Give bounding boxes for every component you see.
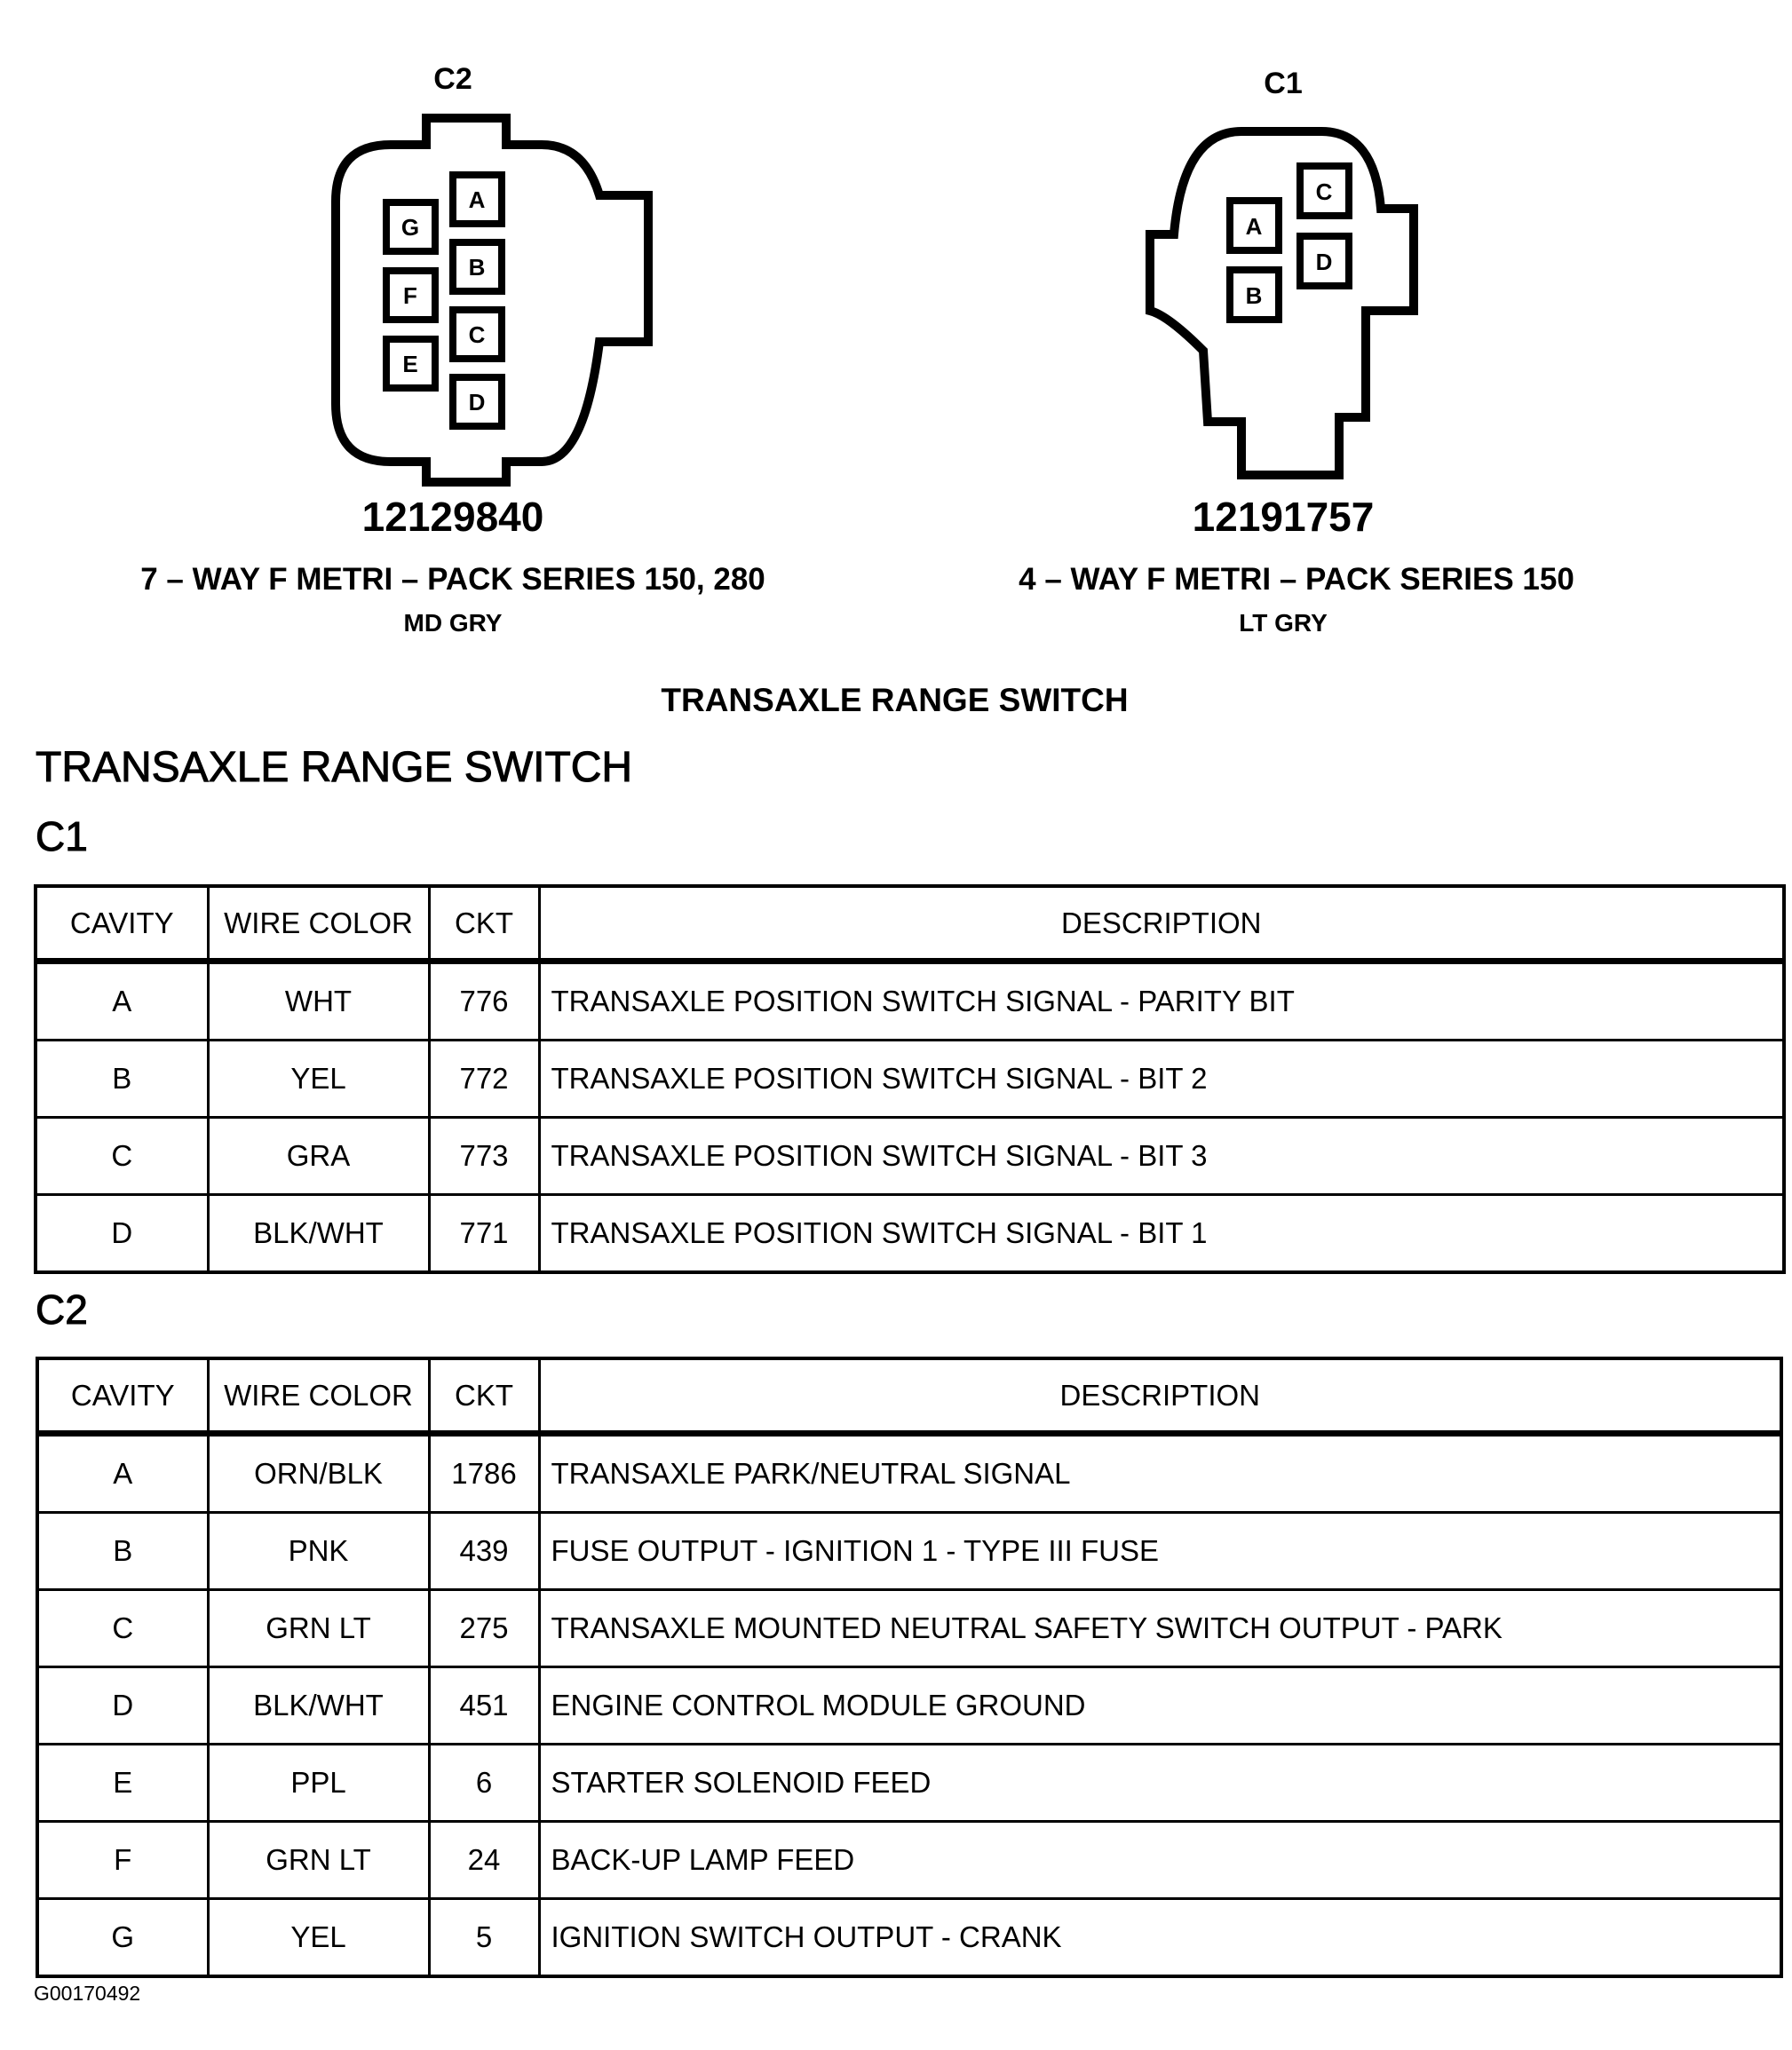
wire-color-cell: ORN/BLK xyxy=(208,1434,429,1513)
c2-cavity-e-label: E xyxy=(402,351,418,377)
table-row xyxy=(37,1513,1781,1590)
description-cell: TRANSAXLE MOUNTED NEUTRAL SAFETY SWITCH OUTPUT - PARK xyxy=(539,1590,1781,1667)
table-row xyxy=(37,1899,1781,1977)
ckt-cell: 24 xyxy=(429,1822,539,1899)
c2-cavity-d-label: D xyxy=(468,389,486,416)
table-row xyxy=(37,1745,1781,1822)
c2-connector-face-icon xyxy=(320,111,657,488)
cavity-cell: B xyxy=(37,1513,208,1590)
c2-connector-label: C2 xyxy=(433,62,472,96)
wire-color-cell: BLK/WHT xyxy=(208,1195,429,1273)
description-cell: TRANSAXLE POSITION SWITCH SIGNAL - PARITY BIT xyxy=(539,962,1784,1041)
table-row xyxy=(36,962,1784,1041)
ckt-cell: 773 xyxy=(429,1118,539,1195)
ckt-cell: 275 xyxy=(429,1590,539,1667)
cavity-cell: G xyxy=(37,1899,208,1977)
c1-table-title: C1 xyxy=(36,813,88,859)
description-cell: FUSE OUTPUT - IGNITION 1 - TYPE III FUSE xyxy=(539,1513,1781,1590)
description-cell: STARTER SOLENOID FEED xyxy=(539,1745,1781,1822)
ckt-cell: 772 xyxy=(429,1041,539,1118)
description-cell: TRANSAXLE PARK/NEUTRAL SIGNAL xyxy=(539,1434,1781,1513)
c1-cavity-b-label: B xyxy=(1245,282,1263,309)
c2-series: 7 – WAY F METRI – PACK SERIES 150, 280 xyxy=(140,562,765,597)
description-cell: IGNITION SWITCH OUTPUT - CRANK xyxy=(539,1899,1781,1977)
c2-cavity-c-label: C xyxy=(468,321,486,348)
c1-connector-label: C1 xyxy=(1264,67,1303,100)
table-row xyxy=(37,1434,1781,1513)
cavity-cell: A xyxy=(36,962,208,1041)
c1-pinout-table xyxy=(34,884,1786,1274)
ckt-cell: 439 xyxy=(429,1513,539,1590)
table-row xyxy=(36,1195,1784,1273)
c1-color: LT GRY xyxy=(1239,609,1328,637)
table-row xyxy=(36,1118,1784,1195)
description-cell: ENGINE CONTROL MODULE GROUND xyxy=(539,1667,1781,1745)
column-header-wire-color: WIRE COLOR xyxy=(208,886,429,962)
c1-cavity-d-label: D xyxy=(1315,249,1333,275)
c1-part-number: 12191757 xyxy=(1192,494,1375,540)
table-row xyxy=(36,1041,1784,1118)
ckt-cell: 1786 xyxy=(429,1434,539,1513)
cavity-cell: D xyxy=(37,1667,208,1745)
wire-color-cell: YEL xyxy=(208,1041,429,1118)
column-header-cavity: CAVITY xyxy=(37,1358,208,1434)
cavity-cell: A xyxy=(37,1434,208,1513)
column-header-description: DESCRIPTION xyxy=(539,886,1784,962)
cavity-cell: C xyxy=(37,1590,208,1667)
column-header-description: DESCRIPTION xyxy=(539,1358,1781,1434)
c2-cavity-b-label: B xyxy=(468,254,486,281)
table-row xyxy=(37,1822,1781,1899)
c1-cavity-a-label: A xyxy=(1245,213,1263,240)
description-cell: TRANSAXLE POSITION SWITCH SIGNAL - BIT 3 xyxy=(539,1118,1784,1195)
c2-cavity-g-label: G xyxy=(400,214,420,241)
table-header-row xyxy=(37,1358,1781,1434)
ckt-cell: 771 xyxy=(429,1195,539,1273)
column-header-cavity: CAVITY xyxy=(36,886,208,962)
table-row xyxy=(37,1590,1781,1667)
column-header-wire-color: WIRE COLOR xyxy=(208,1358,429,1434)
wire-color-cell: BLK/WHT xyxy=(208,1667,429,1745)
c1-series: 4 – WAY F METRI – PACK SERIES 150 xyxy=(1019,562,1574,597)
ckt-cell: 5 xyxy=(429,1899,539,1977)
figure-caption: TRANSAXLE RANGE SWITCH xyxy=(661,682,1129,718)
cavity-cell: D xyxy=(36,1195,208,1273)
figure-id: G00170492 xyxy=(34,1982,141,2005)
wire-color-cell: YEL xyxy=(208,1899,429,1977)
wire-color-cell: GRN LT xyxy=(208,1822,429,1899)
ckt-cell: 776 xyxy=(429,962,539,1041)
c2-cavity-f-label: F xyxy=(403,282,417,309)
wire-color-cell: WHT xyxy=(208,962,429,1041)
table-row xyxy=(37,1667,1781,1745)
c2-color: MD GRY xyxy=(403,609,503,637)
section-title: TRANSAXLE RANGE SWITCH xyxy=(36,744,633,791)
c1-cavity-c-label: C xyxy=(1315,178,1333,205)
table-header-row xyxy=(36,886,1784,962)
column-header-ckt: CKT xyxy=(429,886,539,962)
cavity-cell: F xyxy=(37,1822,208,1899)
cavity-cell: C xyxy=(36,1118,208,1195)
description-cell: TRANSAXLE POSITION SWITCH SIGNAL - BIT 2 xyxy=(539,1041,1784,1118)
wire-color-cell: PNK xyxy=(208,1513,429,1590)
c2-pinout-table xyxy=(36,1357,1783,1978)
ckt-cell: 451 xyxy=(429,1667,539,1745)
c2-cavity-a-label: A xyxy=(468,186,486,213)
cavity-cell: E xyxy=(37,1745,208,1822)
c1-connector-face-icon xyxy=(1137,124,1430,484)
wire-color-cell: GRN LT xyxy=(208,1590,429,1667)
c2-part-number: 12129840 xyxy=(361,494,544,540)
description-cell: BACK-UP LAMP FEED xyxy=(539,1822,1781,1899)
column-header-ckt: CKT xyxy=(429,1358,539,1434)
description-cell: TRANSAXLE POSITION SWITCH SIGNAL - BIT 1 xyxy=(539,1195,1784,1273)
wire-color-cell: GRA xyxy=(208,1118,429,1195)
cavity-cell: B xyxy=(36,1041,208,1118)
wire-color-cell: PPL xyxy=(208,1745,429,1822)
c2-table-title: C2 xyxy=(36,1286,88,1333)
ckt-cell: 6 xyxy=(429,1745,539,1822)
